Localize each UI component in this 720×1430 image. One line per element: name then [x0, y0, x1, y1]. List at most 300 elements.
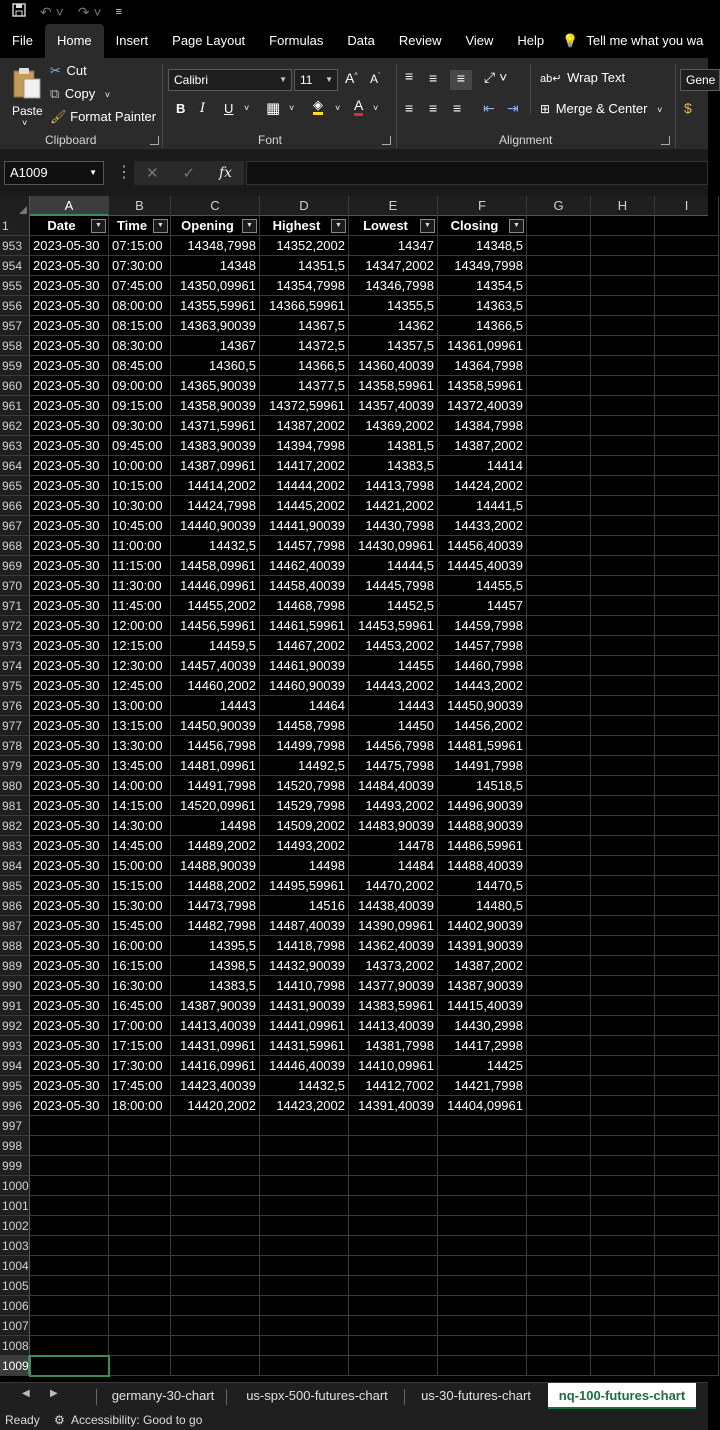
- cell-time[interactable]: 11:15:00: [109, 556, 171, 576]
- sheet-tab[interactable]: us-spx-500-futures-chart: [246, 1388, 388, 1403]
- cell[interactable]: [438, 1136, 527, 1156]
- cell-highest[interactable]: 14367,5: [260, 316, 349, 336]
- cell[interactable]: [349, 1276, 438, 1296]
- cell[interactable]: [171, 1156, 260, 1176]
- row-header[interactable]: 956: [0, 296, 30, 316]
- cell[interactable]: [527, 1016, 591, 1036]
- tab-data[interactable]: Data: [347, 33, 375, 48]
- cell-opening[interactable]: 14473,7998: [171, 896, 260, 916]
- cell-lowest[interactable]: 14355,5: [349, 296, 438, 316]
- cell-closing[interactable]: 14372,40039: [438, 396, 527, 416]
- cell[interactable]: [260, 1136, 349, 1156]
- row-header[interactable]: 954: [0, 256, 30, 276]
- cell[interactable]: [527, 1356, 591, 1376]
- cell-closing[interactable]: 14349,7998: [438, 256, 527, 276]
- cell-closing[interactable]: 14430,2998: [438, 1016, 527, 1036]
- cell[interactable]: [655, 956, 719, 976]
- borders-dropdown-icon[interactable]: ˅: [289, 103, 295, 113]
- font-name-combo[interactable]: [168, 69, 292, 91]
- cell[interactable]: [591, 1096, 655, 1116]
- increase-indent-icon[interactable]: ⇥: [507, 100, 519, 116]
- cell[interactable]: [591, 916, 655, 936]
- cell[interactable]: [260, 1116, 349, 1136]
- cell-highest[interactable]: 14487,40039: [260, 916, 349, 936]
- cell-time[interactable]: 11:00:00: [109, 536, 171, 556]
- tab-help[interactable]: Help: [517, 33, 545, 48]
- tab-home[interactable]: Home: [45, 24, 104, 58]
- cell[interactable]: [109, 1336, 171, 1356]
- cell-opening[interactable]: 14363,90039: [171, 316, 260, 336]
- cell[interactable]: [527, 1156, 591, 1176]
- cell[interactable]: [349, 1336, 438, 1356]
- cell[interactable]: [260, 1296, 349, 1316]
- cell[interactable]: [655, 636, 719, 656]
- cell-date[interactable]: 2023-05-30: [30, 956, 109, 976]
- cell-closing[interactable]: 14455,5: [438, 576, 527, 596]
- row-header[interactable]: 979: [0, 756, 30, 776]
- cell[interactable]: [349, 1216, 438, 1236]
- cell[interactable]: [655, 296, 719, 316]
- cell-date[interactable]: 2023-05-30: [30, 676, 109, 696]
- row-header[interactable]: 960: [0, 376, 30, 396]
- cell-opening[interactable]: 14383,90039: [171, 436, 260, 456]
- cell[interactable]: [655, 596, 719, 616]
- cell-opening[interactable]: 14459,5: [171, 636, 260, 656]
- cell[interactable]: [438, 1176, 527, 1196]
- increase-font-size-icon[interactable]: A^: [345, 70, 358, 86]
- row-header[interactable]: 1006: [0, 1296, 30, 1316]
- cell-date[interactable]: 2023-05-30: [30, 996, 109, 1016]
- cell-time[interactable]: 08:00:00: [109, 296, 171, 316]
- tab-formulas[interactable]: Formulas: [269, 33, 324, 48]
- cell-lowest[interactable]: 14347: [349, 236, 438, 256]
- cell-highest[interactable]: 14458,40039: [260, 576, 349, 596]
- cell-date[interactable]: 2023-05-30: [30, 396, 109, 416]
- font-color-dropdown-icon[interactable]: ˅: [373, 103, 379, 113]
- cell[interactable]: [527, 1216, 591, 1236]
- cell-opening[interactable]: 14348: [171, 256, 260, 276]
- orientation-icon[interactable]: ⤢ ˅: [484, 69, 508, 85]
- cell[interactable]: [655, 376, 719, 396]
- cell-lowest[interactable]: 14421,2002: [349, 496, 438, 516]
- cell[interactable]: [30, 1356, 109, 1376]
- cell[interactable]: [438, 1196, 527, 1216]
- cell-date[interactable]: 2023-05-30: [30, 376, 109, 396]
- row-header[interactable]: 955: [0, 276, 30, 296]
- cell-lowest[interactable]: 14413,40039: [349, 1016, 438, 1036]
- cell[interactable]: [655, 1336, 719, 1356]
- row-header[interactable]: 967: [0, 516, 30, 536]
- cell-time[interactable]: 07:15:00: [109, 236, 171, 256]
- header-cell-time[interactable]: [109, 216, 171, 236]
- cell-lowest[interactable]: 14381,5: [349, 436, 438, 456]
- cell[interactable]: [171, 1116, 260, 1136]
- cell-closing[interactable]: 14488,90039: [438, 816, 527, 836]
- cell-date[interactable]: 2023-05-30: [30, 976, 109, 996]
- cell[interactable]: [591, 276, 655, 296]
- cell-date[interactable]: 2023-05-30: [30, 856, 109, 876]
- row-header[interactable]: 981: [0, 796, 30, 816]
- cell-closing[interactable]: 14384,7998: [438, 416, 527, 436]
- cell[interactable]: [527, 1196, 591, 1216]
- cell[interactable]: [591, 1196, 655, 1216]
- filter-dropdown-icon[interactable]: ▼: [91, 219, 106, 233]
- cell-lowest[interactable]: 14456,7998: [349, 736, 438, 756]
- cell-time[interactable]: 12:00:00: [109, 616, 171, 636]
- cell-lowest[interactable]: 14470,2002: [349, 876, 438, 896]
- cell[interactable]: [591, 1136, 655, 1156]
- cell-date[interactable]: 2023-05-30: [30, 776, 109, 796]
- cell-opening[interactable]: 14488,90039: [171, 856, 260, 876]
- cell-date[interactable]: 2023-05-30: [30, 816, 109, 836]
- cell-closing[interactable]: 14491,7998: [438, 756, 527, 776]
- cell-date[interactable]: 2023-05-30: [30, 1036, 109, 1056]
- cell-lowest[interactable]: 14483,90039: [349, 816, 438, 836]
- cell-highest[interactable]: 14509,2002: [260, 816, 349, 836]
- cell[interactable]: [655, 1176, 719, 1196]
- cell-lowest[interactable]: 14357,40039: [349, 396, 438, 416]
- cell-lowest[interactable]: 14357,5: [349, 336, 438, 356]
- cell-lowest[interactable]: 14493,2002: [349, 796, 438, 816]
- cell[interactable]: [527, 416, 591, 436]
- cell-lowest[interactable]: 14430,09961: [349, 536, 438, 556]
- cell[interactable]: [527, 636, 591, 656]
- cell-closing[interactable]: 14425: [438, 1056, 527, 1076]
- cell-time[interactable]: 10:15:00: [109, 476, 171, 496]
- cell[interactable]: [655, 816, 719, 836]
- row-header[interactable]: 991: [0, 996, 30, 1016]
- cell[interactable]: [527, 296, 591, 316]
- cell[interactable]: [591, 536, 655, 556]
- cell[interactable]: [655, 756, 719, 776]
- row-header[interactable]: 964: [0, 456, 30, 476]
- cell-opening[interactable]: 14482,7998: [171, 916, 260, 936]
- column-header-b[interactable]: B: [109, 196, 171, 216]
- cell-lowest[interactable]: 14377,90039: [349, 976, 438, 996]
- cell-date[interactable]: 2023-05-30: [30, 576, 109, 596]
- font-launcher-icon[interactable]: [382, 136, 391, 145]
- cell[interactable]: [527, 1256, 591, 1276]
- cell[interactable]: [655, 256, 719, 276]
- cell[interactable]: [591, 316, 655, 336]
- cell-closing[interactable]: 14433,2002: [438, 516, 527, 536]
- cell[interactable]: [171, 1176, 260, 1196]
- cell-closing[interactable]: 14387,2002: [438, 436, 527, 456]
- header-cell-date[interactable]: [30, 216, 109, 236]
- cell-closing[interactable]: 14404,09961: [438, 1096, 527, 1116]
- cell[interactable]: [591, 876, 655, 896]
- cell-time[interactable]: 13:45:00: [109, 756, 171, 776]
- align-right-icon[interactable]: ≡: [453, 100, 462, 116]
- cell[interactable]: [527, 1336, 591, 1356]
- cell[interactable]: [591, 1356, 655, 1376]
- cell[interactable]: [527, 436, 591, 456]
- cell[interactable]: [527, 516, 591, 536]
- cell-date[interactable]: 2023-05-30: [30, 296, 109, 316]
- cell[interactable]: [30, 1116, 109, 1136]
- cell-lowest[interactable]: 14381,7998: [349, 1036, 438, 1056]
- cell[interactable]: [591, 356, 655, 376]
- cell[interactable]: [591, 896, 655, 916]
- cell[interactable]: [591, 216, 655, 236]
- cell[interactable]: [655, 1076, 719, 1096]
- row-header[interactable]: 1003: [0, 1236, 30, 1256]
- cell-closing[interactable]: 14361,09961: [438, 336, 527, 356]
- cell[interactable]: [527, 1276, 591, 1296]
- cell-highest[interactable]: 14444,2002: [260, 476, 349, 496]
- cell[interactable]: [591, 1296, 655, 1316]
- row-header[interactable]: 970: [0, 576, 30, 596]
- cell[interactable]: [349, 1176, 438, 1196]
- row-header[interactable]: 980: [0, 776, 30, 796]
- cell-highest[interactable]: 14354,7998: [260, 276, 349, 296]
- cell[interactable]: [655, 776, 719, 796]
- cell-lowest[interactable]: 14455: [349, 656, 438, 676]
- cell[interactable]: [655, 1296, 719, 1316]
- cell-closing[interactable]: 14358,59961: [438, 376, 527, 396]
- enter-icon[interactable]: ✓: [182, 165, 196, 182]
- cell[interactable]: [527, 696, 591, 716]
- cell-highest[interactable]: 14431,90039: [260, 996, 349, 1016]
- row-header[interactable]: 996: [0, 1096, 30, 1116]
- cell-highest[interactable]: 14351,5: [260, 256, 349, 276]
- cell[interactable]: [527, 676, 591, 696]
- cell-closing[interactable]: 14518,5: [438, 776, 527, 796]
- cell[interactable]: [109, 1276, 171, 1296]
- column-header-f[interactable]: F: [438, 196, 527, 216]
- cell-time[interactable]: 15:00:00: [109, 856, 171, 876]
- cell-closing[interactable]: 14450,90039: [438, 696, 527, 716]
- cell[interactable]: [109, 1356, 171, 1376]
- cell-highest[interactable]: 14495,59961: [260, 876, 349, 896]
- cell[interactable]: [591, 1216, 655, 1236]
- cell[interactable]: [527, 1076, 591, 1096]
- cell-date[interactable]: 2023-05-30: [30, 596, 109, 616]
- cell-date[interactable]: 2023-05-30: [30, 516, 109, 536]
- cell-lowest[interactable]: 14369,2002: [349, 416, 438, 436]
- cell[interactable]: [527, 496, 591, 516]
- cell[interactable]: [655, 616, 719, 636]
- cell[interactable]: [591, 1316, 655, 1336]
- accounting-format-icon[interactable]: $: [684, 100, 692, 116]
- cell-lowest[interactable]: 14453,2002: [349, 636, 438, 656]
- cell-closing[interactable]: 14486,59961: [438, 836, 527, 856]
- cell-highest[interactable]: 14418,7998: [260, 936, 349, 956]
- cell-highest[interactable]: 14493,2002: [260, 836, 349, 856]
- tab-insert[interactable]: Insert: [115, 33, 149, 48]
- cell-time[interactable]: 07:45:00: [109, 276, 171, 296]
- filter-dropdown-icon[interactable]: ▼: [331, 219, 346, 233]
- row-header[interactable]: 994: [0, 1056, 30, 1076]
- row-header[interactable]: 983: [0, 836, 30, 856]
- cell[interactable]: [591, 976, 655, 996]
- cell[interactable]: [527, 556, 591, 576]
- cell-time[interactable]: 17:30:00: [109, 1056, 171, 1076]
- cell[interactable]: [591, 676, 655, 696]
- cell-time[interactable]: 17:45:00: [109, 1076, 171, 1096]
- cell-time[interactable]: 08:15:00: [109, 316, 171, 336]
- cell-date[interactable]: 2023-05-30: [30, 556, 109, 576]
- cell[interactable]: [527, 1176, 591, 1196]
- cell[interactable]: [591, 1336, 655, 1356]
- cell-time[interactable]: 16:00:00: [109, 936, 171, 956]
- cell[interactable]: [30, 1216, 109, 1236]
- cell-date[interactable]: 2023-05-30: [30, 696, 109, 716]
- cell-time[interactable]: 11:45:00: [109, 596, 171, 616]
- cell-time[interactable]: 11:30:00: [109, 576, 171, 596]
- cell[interactable]: [655, 856, 719, 876]
- sheet-tab[interactable]: us-30-futures-chart: [421, 1388, 531, 1403]
- cell[interactable]: [655, 1036, 719, 1056]
- cell[interactable]: [655, 1156, 719, 1176]
- copy-button[interactable]: [50, 86, 110, 102]
- column-header-c[interactable]: C: [171, 196, 260, 216]
- cell[interactable]: [591, 716, 655, 736]
- cell-highest[interactable]: 14461,59961: [260, 616, 349, 636]
- cell[interactable]: [591, 496, 655, 516]
- filter-dropdown-icon[interactable]: ▼: [509, 219, 524, 233]
- cell-time[interactable]: 14:00:00: [109, 776, 171, 796]
- row-header[interactable]: 978: [0, 736, 30, 756]
- cell-opening[interactable]: 14416,09961: [171, 1056, 260, 1076]
- formula-bar-options-icon[interactable]: ⋮: [116, 164, 132, 181]
- cell-opening[interactable]: 14383,5: [171, 976, 260, 996]
- row-header[interactable]: 982: [0, 816, 30, 836]
- cell-time[interactable]: 10:00:00: [109, 456, 171, 476]
- cell[interactable]: [655, 416, 719, 436]
- cell[interactable]: [260, 1216, 349, 1236]
- align-left-icon[interactable]: ≡: [405, 100, 414, 116]
- cell-date[interactable]: 2023-05-30: [30, 236, 109, 256]
- cell[interactable]: [260, 1196, 349, 1216]
- sheet-tab[interactable]: germany-30-chart: [111, 1388, 215, 1403]
- cell[interactable]: [655, 696, 719, 716]
- cell[interactable]: [655, 316, 719, 336]
- cell-time[interactable]: 08:30:00: [109, 336, 171, 356]
- row-header[interactable]: 975: [0, 676, 30, 696]
- header-cell-lowest[interactable]: [349, 216, 438, 236]
- cell[interactable]: [527, 376, 591, 396]
- cell[interactable]: [527, 236, 591, 256]
- cell[interactable]: [527, 796, 591, 816]
- cell-highest[interactable]: 14372,59961: [260, 396, 349, 416]
- cell-opening[interactable]: 14498: [171, 816, 260, 836]
- cell[interactable]: [655, 1096, 719, 1116]
- cell[interactable]: [591, 996, 655, 1016]
- cell-opening[interactable]: 14450,90039: [171, 716, 260, 736]
- cell[interactable]: [655, 1116, 719, 1136]
- row-header[interactable]: 961: [0, 396, 30, 416]
- row-header[interactable]: 1004: [0, 1256, 30, 1276]
- cell[interactable]: [591, 1056, 655, 1076]
- cell-date[interactable]: 2023-05-30: [30, 336, 109, 356]
- cell-time[interactable]: 10:45:00: [109, 516, 171, 536]
- cell[interactable]: [527, 916, 591, 936]
- header-cell-closing[interactable]: [438, 216, 527, 236]
- cell[interactable]: [655, 656, 719, 676]
- accessibility-status[interactable]: Accessibility: Good to go: [71, 1413, 203, 1427]
- tab-view[interactable]: View: [465, 33, 494, 48]
- cell-date[interactable]: 2023-05-30: [30, 536, 109, 556]
- cell-closing[interactable]: 14348,5: [438, 236, 527, 256]
- cell[interactable]: [527, 1296, 591, 1316]
- cell-opening[interactable]: 14481,09961: [171, 756, 260, 776]
- cell-closing[interactable]: 14424,2002: [438, 476, 527, 496]
- cell-lowest[interactable]: 14438,40039: [349, 896, 438, 916]
- cell-date[interactable]: 2023-05-30: [30, 256, 109, 276]
- cell-highest[interactable]: 14441,09961: [260, 1016, 349, 1036]
- cell-time[interactable]: 09:45:00: [109, 436, 171, 456]
- cell-closing[interactable]: 14364,7998: [438, 356, 527, 376]
- cell[interactable]: [591, 816, 655, 836]
- tab-review[interactable]: Review: [398, 33, 442, 48]
- cell[interactable]: [171, 1256, 260, 1276]
- select-all-button[interactable]: [0, 196, 30, 216]
- cell-date[interactable]: 2023-05-30: [30, 736, 109, 756]
- underline-dropdown-icon[interactable]: ˅: [244, 103, 250, 113]
- cell[interactable]: [438, 1336, 527, 1356]
- cell[interactable]: [655, 876, 719, 896]
- cell-highest[interactable]: 14498: [260, 856, 349, 876]
- cell-time[interactable]: 12:15:00: [109, 636, 171, 656]
- cell-closing[interactable]: 14456,2002: [438, 716, 527, 736]
- cell[interactable]: [591, 556, 655, 576]
- column-header-h[interactable]: H: [591, 196, 655, 216]
- cell-opening[interactable]: 14398,5: [171, 956, 260, 976]
- cell[interactable]: [527, 936, 591, 956]
- cell[interactable]: [349, 1296, 438, 1316]
- row-header[interactable]: 957: [0, 316, 30, 336]
- cell-time[interactable]: 15:30:00: [109, 896, 171, 916]
- cell-closing[interactable]: 14417,2998: [438, 1036, 527, 1056]
- cell[interactable]: [655, 1136, 719, 1156]
- cell[interactable]: [171, 1276, 260, 1296]
- cell[interactable]: [30, 1296, 109, 1316]
- cell[interactable]: [438, 1116, 527, 1136]
- cell-lowest[interactable]: 14362: [349, 316, 438, 336]
- cell[interactable]: [591, 756, 655, 776]
- cell-lowest[interactable]: 14478: [349, 836, 438, 856]
- cell-opening[interactable]: 14456,7998: [171, 736, 260, 756]
- cell[interactable]: [527, 316, 591, 336]
- column-header-e[interactable]: E: [349, 196, 438, 216]
- cell[interactable]: [171, 1196, 260, 1216]
- cell[interactable]: [30, 1176, 109, 1196]
- cell[interactable]: [527, 996, 591, 1016]
- cell[interactable]: [655, 1276, 719, 1296]
- cell-closing[interactable]: 14445,40039: [438, 556, 527, 576]
- row-header[interactable]: 997: [0, 1116, 30, 1136]
- cell[interactable]: [349, 1316, 438, 1336]
- cell-highest[interactable]: 14457,7998: [260, 536, 349, 556]
- cell[interactable]: [591, 696, 655, 716]
- cell[interactable]: [438, 1296, 527, 1316]
- cell[interactable]: [527, 856, 591, 876]
- underline-button[interactable]: U: [224, 101, 234, 116]
- fill-color-dropdown-icon[interactable]: ˅: [335, 103, 341, 113]
- cell[interactable]: [591, 776, 655, 796]
- font-color-icon[interactable]: A: [354, 98, 363, 116]
- cell-date[interactable]: 2023-05-30: [30, 416, 109, 436]
- cell[interactable]: [655, 556, 719, 576]
- cell[interactable]: [109, 1316, 171, 1336]
- cell[interactable]: [109, 1176, 171, 1196]
- cell-lowest[interactable]: 14445,7998: [349, 576, 438, 596]
- cell-opening[interactable]: 14440,90039: [171, 516, 260, 536]
- clipboard-launcher-icon[interactable]: [150, 136, 159, 145]
- cell-lowest[interactable]: 14373,2002: [349, 956, 438, 976]
- cell[interactable]: [109, 1196, 171, 1216]
